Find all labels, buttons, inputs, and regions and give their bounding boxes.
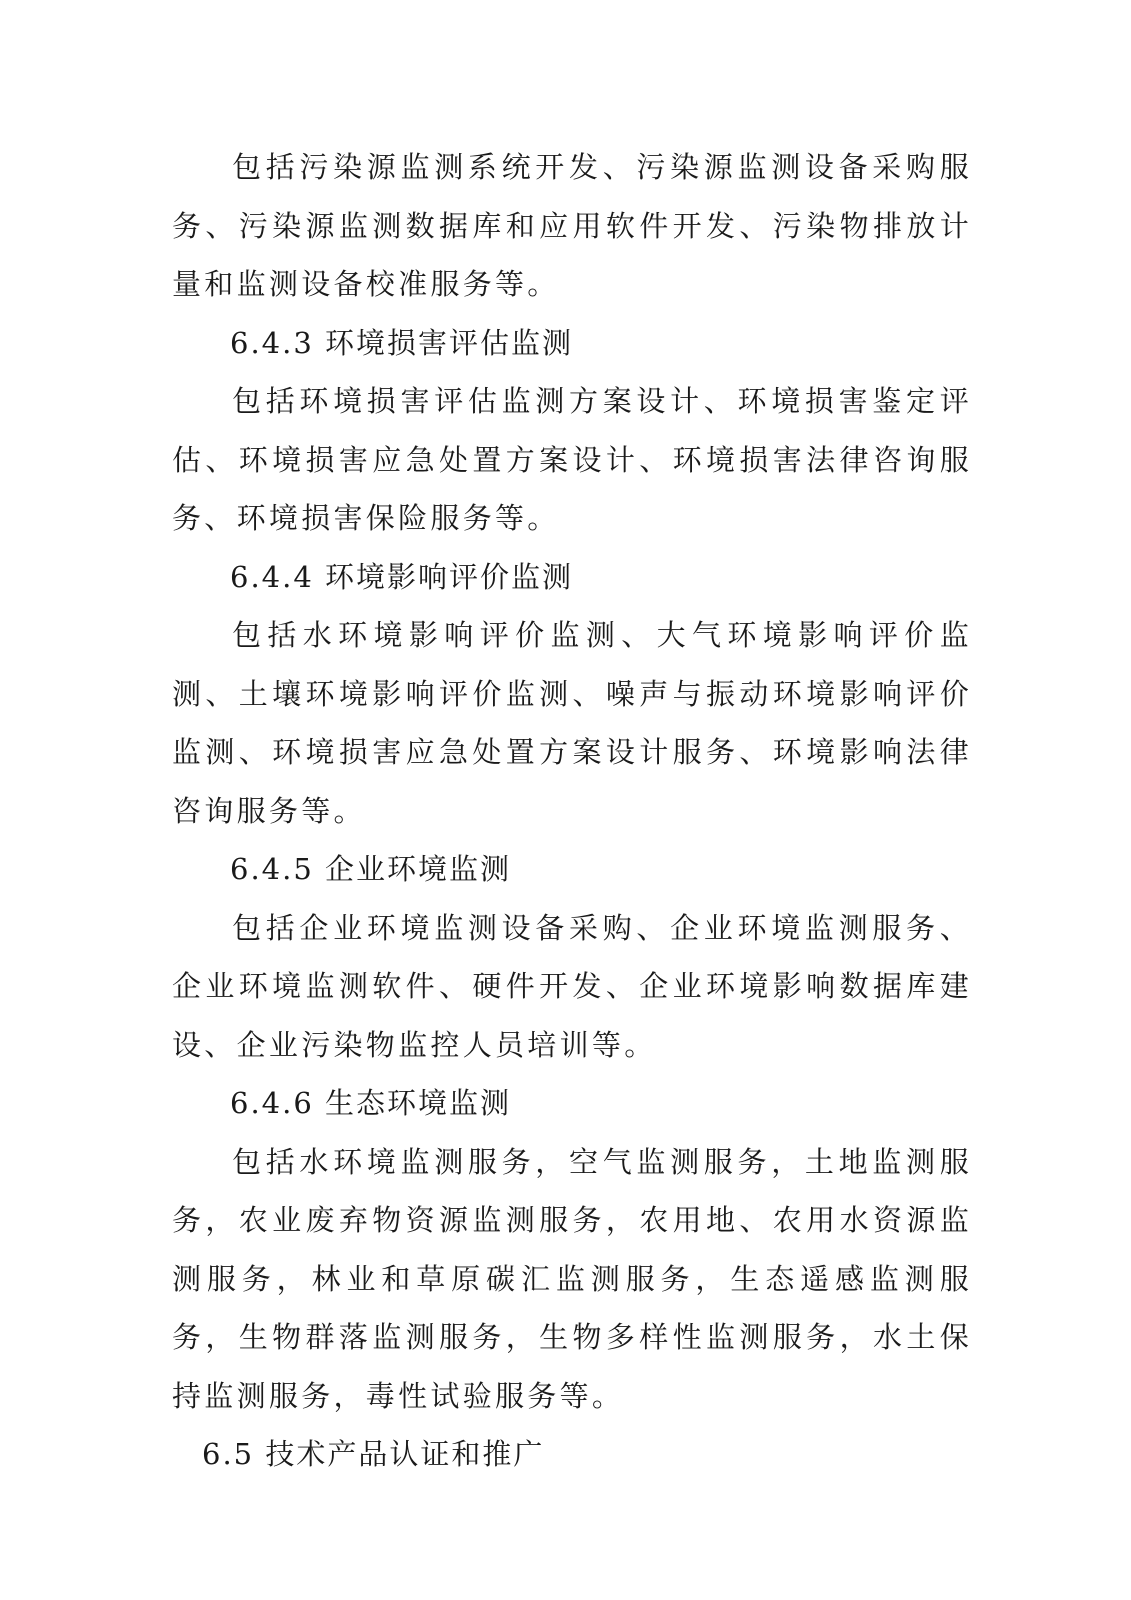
paragraph-damage-assessment: 包括环境损害评估监测方案设计、环境损害鉴定评估、环境损害应急处置方案设计、环境损害法律咨询服务、环境损害保险服务等。: [172, 384, 972, 535]
document-body: [172, 138, 972, 1484]
heading-6-4-3: 6.4.3 环境损害评估监测: [230, 325, 574, 360]
paragraph-ecological-monitoring: 包括水环境监测服务，空气监测服务，土地监测服务，农业废弃物资源监测服务，农用地、农用水资源监测服务，林业和草原碳汇监测服务，生态遥感监测服务，生物群落监测服务，生物多样性监测服务，水土保持监测服务，毒性试验服务等。: [172, 1144, 972, 1413]
heading-6-4-6: 6.4.6 生态环境监测: [230, 1086, 512, 1120]
heading-6-5: 6.5 技术产品认证和推广: [202, 1437, 545, 1471]
paragraph-enterprise-monitoring: 包括企业环境监测设备采购、企业环境监测服务、企业环境监测软件、硬件开发、企业环境影响数据库建设、企业污染物监控人员培训等。: [172, 910, 972, 1062]
heading-6-4-5: 6.4.5 企业环境监测: [230, 852, 512, 886]
heading-6-4-4: 6.4.4 环境影响评价监测: [230, 559, 574, 594]
paragraph-impact-evaluation: 包括水环境影响评价监测、大气环境影响评价监测、土壤环境影响评价监测、噪声与振动环境影响评价监测、环境损害应急处置方案设计服务、环境影响法律咨询服务等。: [172, 618, 972, 828]
paragraph-pollution-source-monitoring: 包括污染源监测系统开发、污染源监测设备采购服务、污染源监测数据库和应用软件开发、污染物排放计量和监测设备校准服务等。: [172, 150, 972, 301]
